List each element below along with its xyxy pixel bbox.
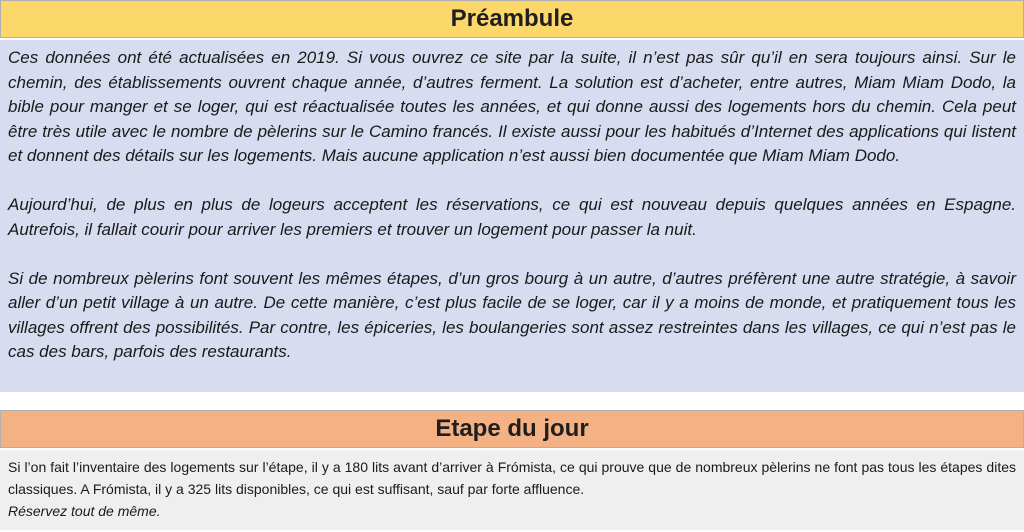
preambule-body [0, 40, 1024, 392]
preambule-header [0, 0, 1024, 38]
preambule-paragraph-1: Ces données ont été actualisées en 2019. Si vous ouvrez ce site par la suite, il n’est pas sûr qu’il en sera toujours ainsi. Sur le chemin, des établissements ouvrent chaque année, d’autres ferment. La solution est d’acheter, entre autres, Miam Miam Dodo, la bible pour manger et se loger, qui est réactualisée toutes les années, et qui donne aussi des logements hors du chemin. Cela peut être très utile avec le nombre de pèlerins sur le Camino francés. Il existe aussi pour les habitués d’Internet des applications qui listent et donnent des détails sur les logements. Mais aucune application n’est aussi bien documentée que Miam Miam Dodo. [8, 48, 1016, 165]
etape-note: Réservez tout de même. [8, 503, 161, 519]
etape-header [0, 410, 1024, 448]
preambule-paragraph-2: Aujourd’hui, de plus en plus de logeurs acceptent les réservations, ce qui est nouveau depuis quelques années en Espagne. Autrefois, il fallait courir pour arriver les premiers et trouver un logement pour passer la nuit. [8, 195, 1016, 239]
etape-title: Etape du jour [435, 415, 589, 442]
preambule-title: Préambule [450, 5, 574, 32]
etape-body [0, 450, 1024, 530]
etape-text: Si l’on fait l’inventaire des logements sur l’étape, il y a 180 lits avant d’arriver à Frómista, ce qui prouve que de nombreux pèlerins ne font pas tous les étapes dites classiques. A Frómista, il y a 325 lits disponibles, ce qui est suffisant, sauf par forte affluence. [8, 459, 1016, 497]
preambule-paragraph-3: Si de nombreux pèlerins font souvent les mêmes étapes, d’un gros bourg à un autre, d’autres préfèrent une autre stratégie, à savoir aller d’un petit village à un autre. De cette manière, c’est plus facile de se loger, car il y a moins de monde, et pratiquement tous les villages offrent des possibilités. Par contre, les épiceries, les boulangeries sont assez restreintes dans les villages, ce qui n’est pas le cas des bars, parfois des restaurants. [8, 268, 1016, 361]
